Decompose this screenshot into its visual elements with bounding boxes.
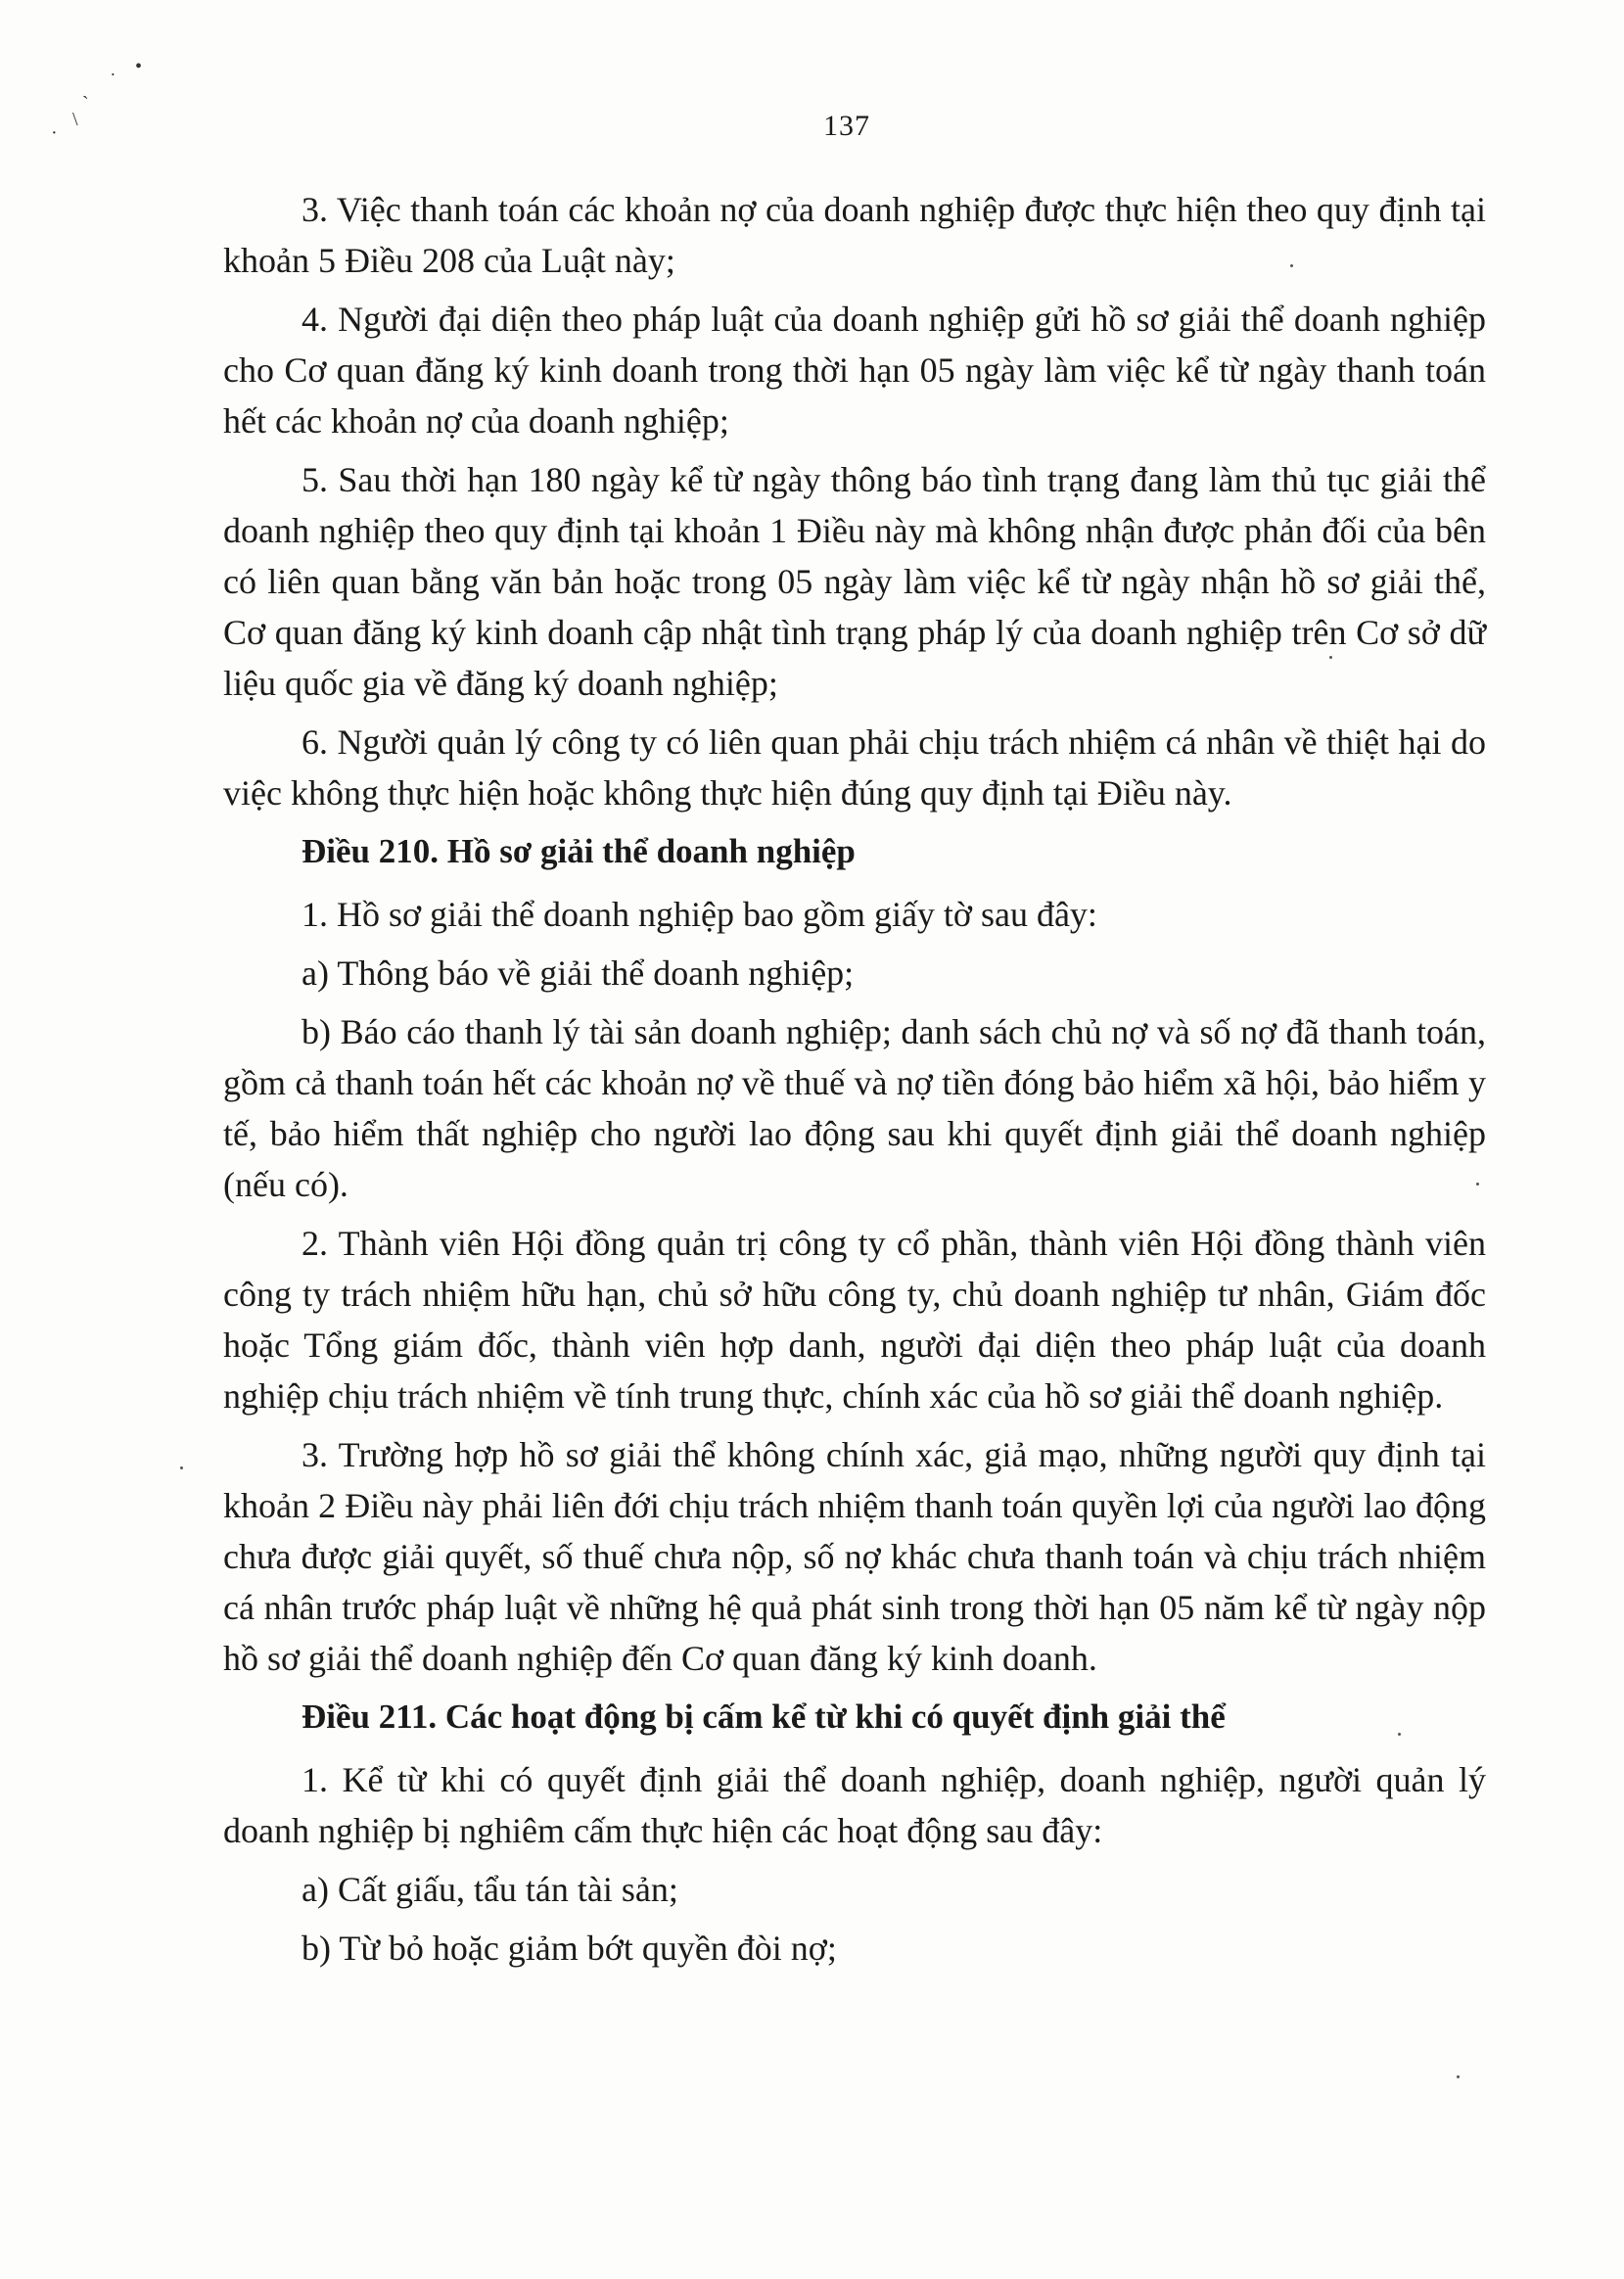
article-211-heading: Điều 211. Các hoạt động bị cấm kể từ khi có quyết định giải thể — [302, 1698, 1226, 1736]
scan-speck — [180, 1466, 183, 1469]
scan-artifact-mark: • — [135, 56, 143, 77]
clause-4-submit-dossier: 4. Người đại diện theo pháp luật của doanh nghiệp gửi hồ sơ giải thể doanh nghiệp cho Cơ quan đăng ký kinh doanh trong thời hạn 05 ngày làm việc kể từ ngày thanh toán hết các khoản nợ của doanh nghiệp; — [223, 300, 1486, 441]
clause-5-update-status: 5. Sau thời hạn 180 ngày kể từ ngày thông báo tình trạng đang làm thủ tục giải thể doanh nghiệp theo quy định tại khoản 1 Điều này mà không nhận được phản đối của bên có liên quan bằng văn bản hoặc trong 05 ngày làm việc kể từ ngày nhận hồ sơ giải thể, Cơ quan đăng ký kinh doanh cập nhật tình trạng pháp lý của doanh nghiệp trên Cơ sở dữ liệu quốc gia về đăng ký doanh nghiệp; — [223, 460, 1486, 703]
scan-artifact-mark: · — [51, 122, 58, 144]
article-211-item-a: a) Cất giấu, tẩu tán tài sản; — [302, 1870, 678, 1909]
article-210-item-b: b) Báo cáo thanh lý tài sản doanh nghiệp; danh sách chủ nợ và số nợ đã thanh toán, gồm cả thanh toán hết các khoản nợ về thuế và nợ tiền đóng bảo hiểm xã hội, bảo hiểm y tế, bảo hiểm thất nghiệp cho người lao động sau khi quyết định giải thể doanh nghiệp (nếu có). — [223, 1012, 1486, 1204]
scan-speck — [1457, 2075, 1460, 2078]
page-number: 137 — [823, 110, 870, 142]
scan-artifact-mark: ˋ — [82, 93, 89, 115]
scan-artifact-mark: ˙ — [110, 70, 116, 91]
article-210-clause-2: 2. Thành viên Hội đồng quản trị công ty cổ phần, thành viên Hội đồng thành viên công ty trách nhiệm hữu hạn, chủ sở hữu công ty, chủ doanh nghiệp tư nhân, Giám đốc hoặc Tổng giám đốc, thành viên hợp danh, người đại diện theo pháp luật của doanh nghiệp chịu trách nhiệm về tính trung thực, chính xác của hồ sơ giải thể doanh nghiệp. — [223, 1224, 1486, 1416]
document-body — [223, 184, 1486, 1981]
clause-6-liability: 6. Người quản lý công ty có liên quan phải chịu trách nhiệm cá nhân về thiệt hại do việc không thực hiện hoặc không thực hiện đúng quy định tại Điều này. — [223, 722, 1486, 813]
article-210-clause-1: 1. Hồ sơ giải thể doanh nghiệp bao gồm giấy tờ sau đây: — [302, 895, 1097, 934]
article-210-item-a: a) Thông báo về giải thể doanh nghiệp; — [302, 953, 855, 993]
article-210-heading: Điều 210. Hồ sơ giải thể doanh nghiệp — [302, 832, 856, 870]
scan-artifact-mark: \ — [72, 109, 78, 130]
clause-3-payment: 3. Việc thanh toán các khoản nợ của doanh nghiệp được thực hiện theo quy định tại khoản 5 Điều 208 của Luật này; — [223, 190, 1486, 280]
article-211-item-b: b) Từ bỏ hoặc giảm bớt quyền đòi nợ; — [302, 1929, 837, 1968]
article-210-clause-3: 3. Trường hợp hồ sơ giải thể không chính xác, giả mạo, những người quy định tại khoản 2 Điều này phải liên đới chịu trách nhiệm thanh toán quyền lợi của người lao động chưa được giải quyết, số thuế chưa nộp, số nợ khác chưa thanh toán và chịu trách nhiệm cá nhân trước pháp luật về những hệ quả phát sinh trong thời hạn 05 năm kể từ ngày nộp hồ sơ giải thể doanh nghiệp đến Cơ quan đăng ký kinh doanh. — [223, 1435, 1486, 1678]
article-211-clause-1: 1. Kể từ khi có quyết định giải thể doanh nghiệp, doanh nghiệp, người quản lý doanh nghiệp bị nghiêm cấm thực hiện các hoạt động sau đây: — [223, 1760, 1486, 1850]
